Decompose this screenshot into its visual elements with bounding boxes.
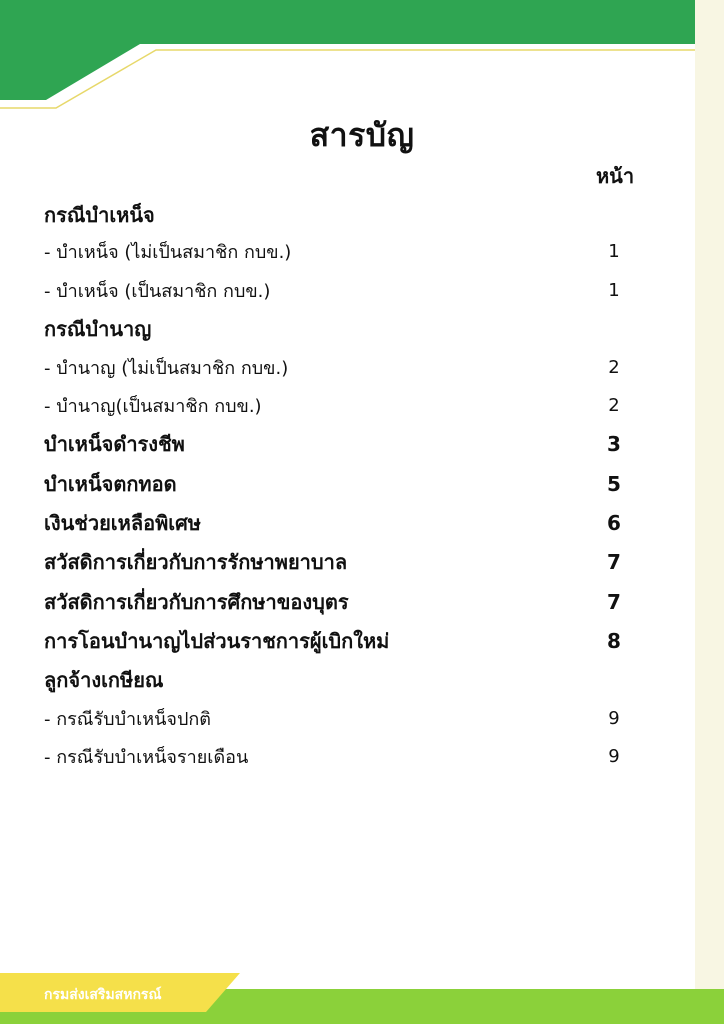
toc-entry[interactable]: [44, 469, 624, 499]
toc-entry-label: - บำนาญ(เป็นสมาชิก กบข.): [44, 395, 262, 417]
page-title: สารบัญ: [309, 116, 415, 154]
toc-entry-page: 9: [608, 745, 620, 767]
toc-entry-label: สวัสดิการเกี่ยวกับการรักษาพยาบาล: [44, 550, 348, 574]
toc-entry-label: - บำเหน็จ (เป็นสมาชิก กบข.): [44, 280, 271, 302]
toc-entry-page: 6: [607, 511, 621, 535]
toc-entry[interactable]: [44, 508, 624, 538]
toc-entry-label: กรณีบำเหน็จ: [44, 203, 155, 227]
toc-entry[interactable]: [44, 429, 624, 459]
toc-entry-label: - กรณีรับบำเหน็จรายเดือน: [44, 746, 249, 768]
toc-entry[interactable]: [44, 741, 624, 771]
toc-entry-page: 7: [607, 590, 621, 614]
toc-entry-label: - กรณีรับบำเหน็จปกติ: [44, 708, 211, 730]
toc-entry-label: - บำนาญ (ไม่เป็นสมาชิก กบข.): [44, 357, 289, 379]
toc-entry[interactable]: [44, 314, 624, 344]
toc-entry[interactable]: [44, 390, 624, 420]
toc-entry-page: 3: [607, 432, 621, 456]
toc-entry[interactable]: [44, 200, 624, 230]
toc-entry[interactable]: [44, 236, 624, 266]
toc-entry-label: - บำเหน็จ (ไม่เป็นสมาชิก กบข.): [44, 241, 292, 263]
toc-entry[interactable]: [44, 587, 624, 617]
toc-entry-page: 1: [608, 279, 620, 301]
toc-entry-page: 1: [608, 240, 620, 262]
toc-entry[interactable]: [44, 352, 624, 382]
toc-entry-page: 9: [608, 707, 620, 729]
page-column-header: หน้า: [596, 164, 635, 188]
toc-entry-label: กรณีบำนาญ: [44, 317, 152, 341]
toc-entry-label: การโอนบำนาญไปส่วนราชการผู้เบิกใหม่: [44, 629, 390, 653]
toc-entry-page: 8: [607, 629, 621, 653]
footer-organization-label: กรมส่งเสริมสหกรณ์: [44, 987, 162, 1003]
toc-entry-page: 7: [607, 550, 621, 574]
toc-entry[interactable]: [44, 626, 624, 656]
toc-entry-page: 2: [608, 356, 620, 378]
toc-entry[interactable]: [44, 547, 624, 577]
toc-entry-label: ลูกจ้างเกษียณ: [44, 668, 164, 692]
toc-entry[interactable]: [44, 703, 624, 733]
toc-entry-label: เงินช่วยเหลือพิเศษ: [44, 511, 201, 535]
toc-entry-page: 5: [607, 472, 621, 496]
toc-entry-label: สวัสดิการเกี่ยวกับการศึกษาของบุตร: [44, 590, 349, 614]
toc-entry-label: บำเหน็จตกทอด: [44, 472, 177, 496]
toc-entry-label: บำเหน็จดำรงชีพ: [44, 432, 185, 456]
header-decoration: [0, 0, 695, 112]
toc-entry[interactable]: [44, 665, 624, 695]
toc-entry[interactable]: [44, 275, 624, 305]
toc-entry-page: 2: [608, 394, 620, 416]
